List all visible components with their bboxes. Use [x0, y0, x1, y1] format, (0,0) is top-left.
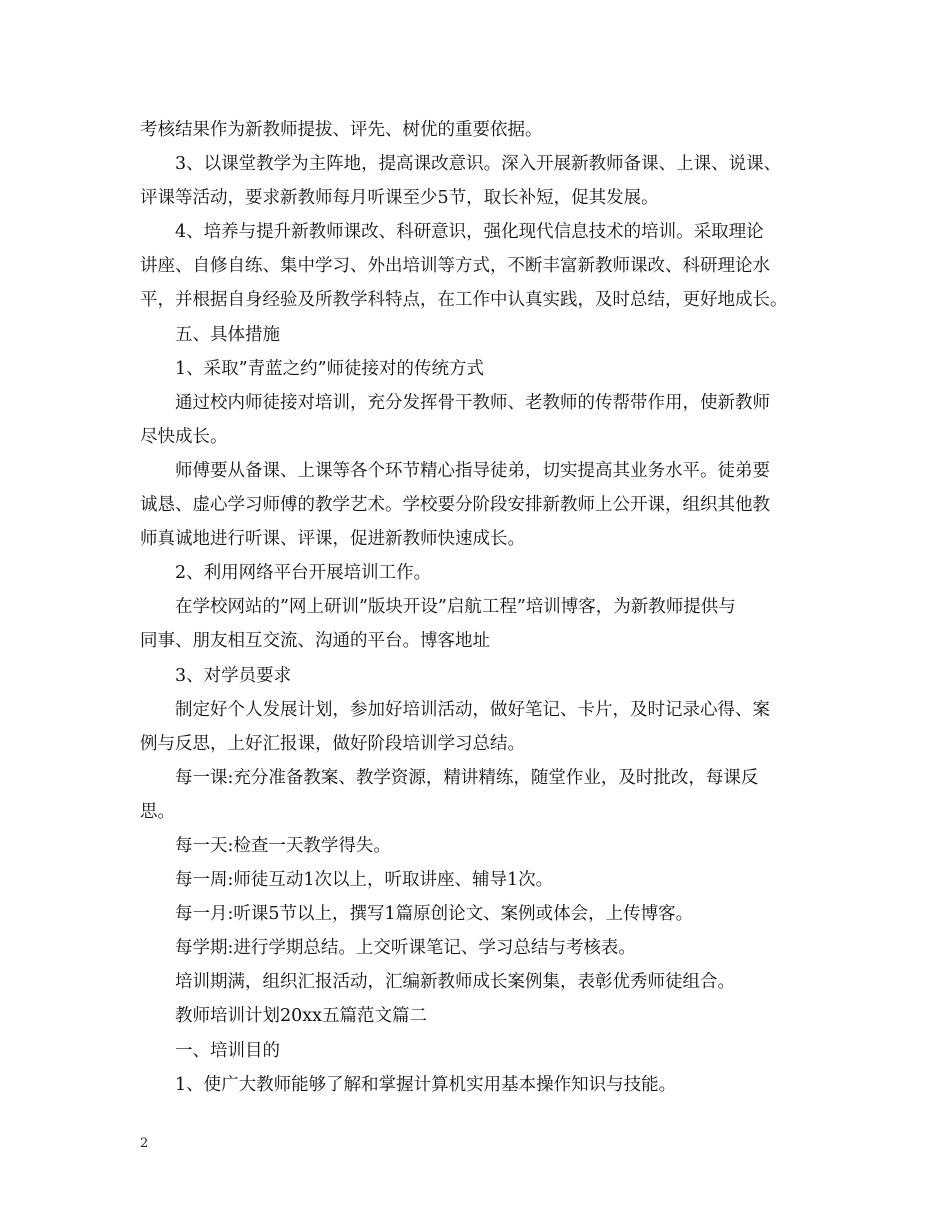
text-line: 每一月:听课5节以上，撰写1篇原创论文、案例或体会，上传博客。: [175, 904, 694, 925]
text-line: 培训期满，组织汇报活动，汇编新教师成长案例集，表彰优秀师徒组合。: [175, 972, 735, 993]
text-line: 平，并根据自身经验及所教学科特点，在工作中认真实践，及时总结，更好地成长。: [140, 290, 788, 311]
text-line: 制定好个人发展计划，参加好培训活动，做好笔记、卡片，及时记录心得、案: [175, 699, 770, 720]
subheading: 3、对学员要求: [175, 665, 292, 686]
text-line: 诚恳、虚心学习师傅的教学艺术。学校要分阶段安排新教师上公开课，组织其他教: [140, 495, 770, 516]
text-line: 通过校内师徒接对培训，充分发挥骨干教师、老教师的传帮带作用，使新教师: [175, 392, 770, 413]
text-line: 思。: [140, 801, 175, 822]
text-line: 评课等活动，要求新教师每月听课至少5节，取长补短，促其发展。: [140, 188, 659, 209]
text-line: 同事、朋友相互交流、沟通的平台。博客地址: [140, 631, 490, 652]
text-line: 每一周:师徒互动1次以上，听取讲座、辅导1次。: [175, 870, 554, 891]
section-heading: 一、培训目的: [175, 1040, 280, 1061]
subheading: 1、采取”青蓝之约”师徒接对的传统方式: [175, 358, 485, 379]
text-line: 师真诚地进行听课、评课，促进新教师快速成长。: [140, 529, 525, 550]
subheading: 2、利用网络平台开展培训工作。: [175, 563, 432, 584]
text-line: 3、以课堂教学为主阵地，提高课改意识。深入开展新教师备课、上课、说课、: [175, 154, 782, 175]
text-line: 例与反思，上好汇报课，做好阶段培训学习总结。: [140, 733, 525, 754]
text-line: 1、使广大教师能够了解和掌握计算机实用基本操作知识与技能。: [175, 1074, 677, 1095]
section-heading: 五、具体措施: [175, 324, 280, 345]
document-subtitle: 教师培训计划20xx五篇范文篇二: [175, 1006, 428, 1027]
page-body: [140, 113, 830, 1102]
text-line: 师傅要从备课、上课等各个环节精心指导徒弟，切实提高其业务水平。徒弟要: [175, 460, 770, 481]
page-number: 2: [140, 1136, 149, 1151]
text-line: 每学期:进行学期总结。上交听课笔记、学习总结与考核表。: [175, 938, 636, 959]
text-line: 在学校网站的”网上研训”版块开设”启航工程”培训博客，为新教师提供与: [175, 597, 736, 618]
text-line: 每一天:检查一天教学得失。: [175, 835, 391, 856]
text-line: 讲座、自修自练、集中学习、外出培训等方式，不断丰富新教师课改、科研理论水: [140, 256, 770, 277]
text-line: 尽快成长。: [140, 426, 228, 447]
text-line: 考核结果作为新教师提拔、评先、树优的重要依据。: [140, 120, 543, 140]
text-line: 每一课:充分准备教案、教学资源，精讲精练，随堂作业，及时批改，每课反: [175, 767, 759, 788]
text-line: 4、培养与提升新教师课改、科研意识，强化现代信息技术的培训。采取理论: [175, 222, 764, 243]
